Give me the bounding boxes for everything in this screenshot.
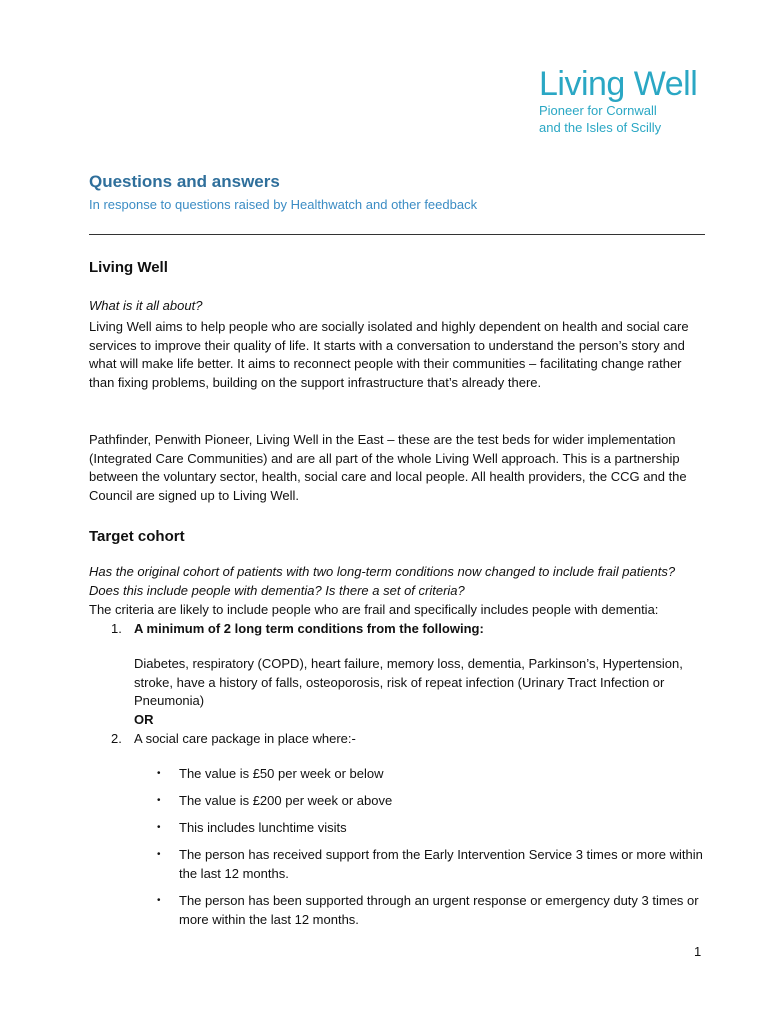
bullet-icon: • [157, 895, 161, 906]
logo-subtitle-line1: Pioneer for Cornwall [539, 103, 657, 118]
or-label: OR [134, 712, 154, 727]
bullet-icon: • [157, 768, 161, 779]
conditions-list-text: Diabetes, respiratory (COPD), heart failure, memory loss, dementia, Parkinson’s, Hypertension, stroke, have a history of falls, osteoporosis, risk of repeat infection (Urinary Tract Infection or Pneumonia) [134, 656, 683, 709]
bullet-icon: • [157, 822, 161, 833]
living-well-logo [539, 66, 709, 136]
living-well-question: What is it all about? [89, 298, 203, 313]
bullet-icon: • [157, 849, 161, 860]
criteria-bullet-1: The value is £50 per week or below [179, 766, 384, 781]
header-divider [89, 234, 705, 235]
section-heading-living-well: Living Well [89, 259, 168, 276]
page-title: Questions and answers [89, 172, 280, 191]
target-cohort-question: Has the original cohort of patients with two long-term conditions now changed to include frail patients? Does this include people with dementia? Is there a set of criteria? [89, 564, 676, 598]
criteria-bullet-2: The value is £200 per week or above [179, 793, 393, 808]
criteria-item-2-label: A social care package in place where:- [134, 731, 356, 746]
page-number: 1 [694, 944, 702, 959]
logo-subtitle-line2: and the Isles of Scilly [539, 120, 662, 135]
list-number-1: 1. [111, 621, 122, 636]
living-well-paragraph-2: Pathfinder, Penwith Pioneer, Living Well in the East – these are the test beds for wider implementation (Integrated Care Communities) and are all part of the whole Living Well approach. This is a partnership between the voluntary sector, health, social care and local people. All health providers, the CCG and the Council are signed up to Living Well. [89, 432, 687, 504]
living-well-paragraph-1: Living Well aims to help people who are socially isolated and highly dependent on health and social care services to improve their quality of life. It starts with a conversation to understand the person’s story and what will make life better. It aims to reconnect people with their communities – facilitating change rather than fixing problems, building on the support infrastructure that’s already there. [89, 319, 689, 391]
bullet-icon: • [157, 795, 161, 806]
list-number-2: 2. [111, 731, 122, 746]
logo-title: Living Well [539, 65, 698, 103]
target-cohort-intro: The criteria are likely to include people who are frail and specifically includes people with dementia: [89, 602, 659, 617]
page-subtitle: In response to questions raised by Healthwatch and other feedback [89, 197, 478, 212]
criteria-bullet-3: This includes lunchtime visits [179, 820, 347, 835]
criteria-bullet-5: The person has been supported through an urgent response or emergency duty 3 times or more within the last 12 months. [179, 893, 699, 927]
section-heading-target-cohort: Target cohort [89, 528, 185, 545]
criteria-item-1-label: A minimum of 2 long term conditions from the following: [134, 621, 484, 636]
criteria-bullet-4: The person has received support from the Early Intervention Service 3 times or more within the last 12 months. [179, 847, 703, 881]
